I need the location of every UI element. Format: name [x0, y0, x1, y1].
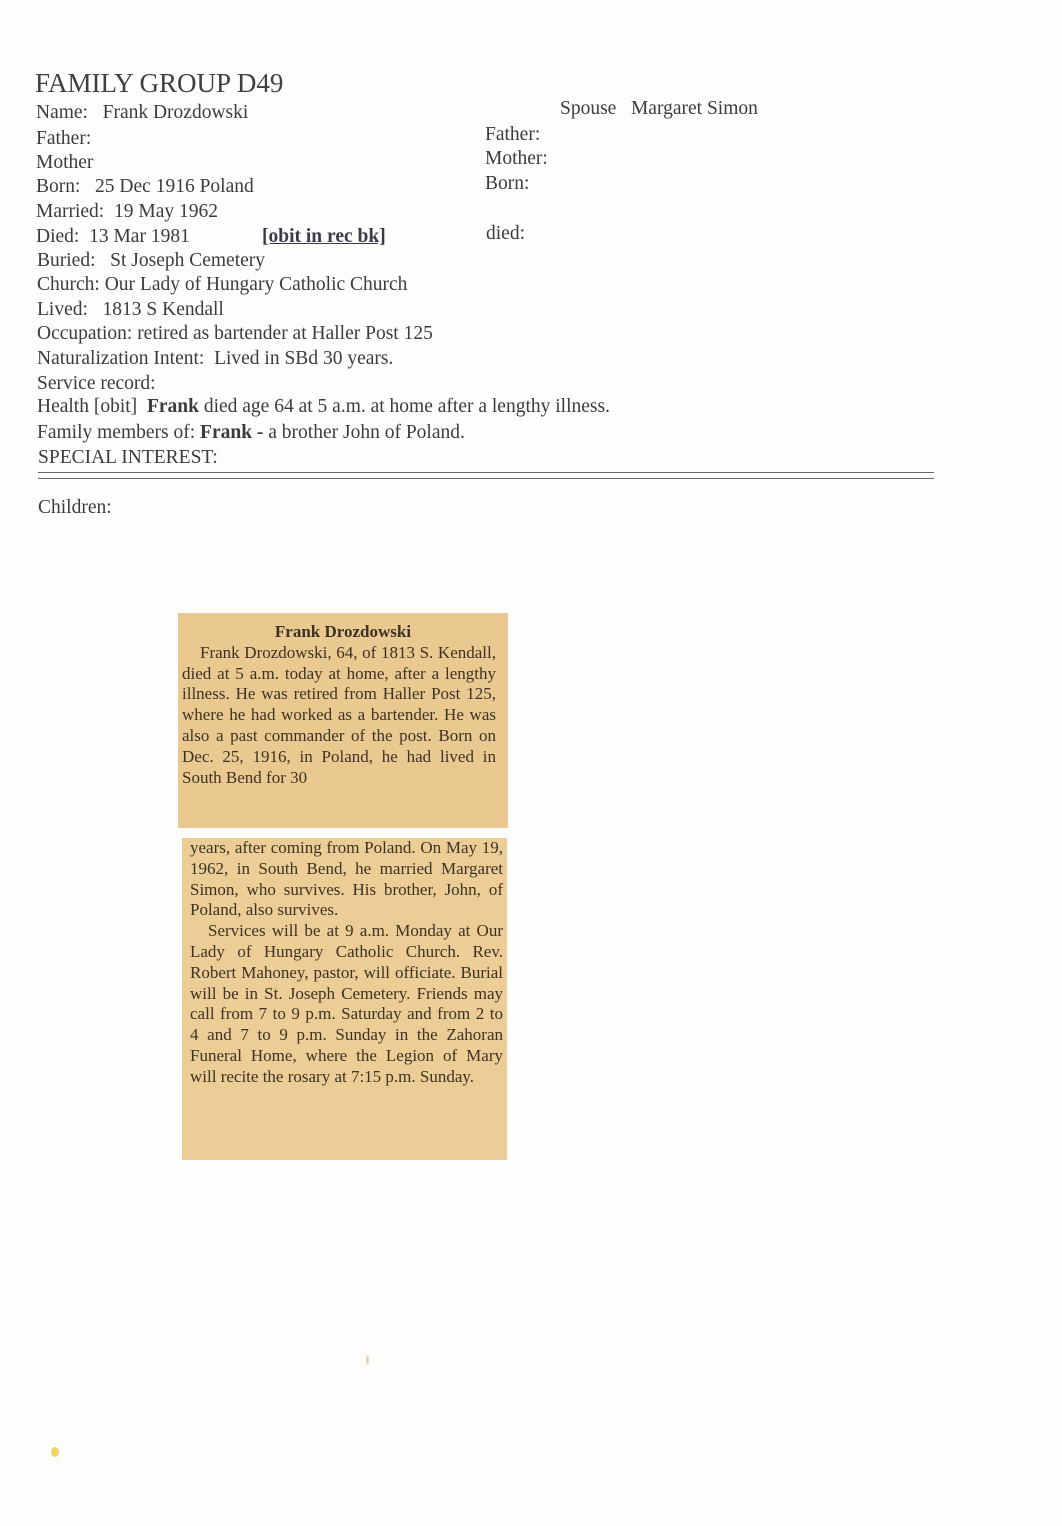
buried-value: St Joseph Cemetery	[110, 250, 266, 271]
spouse-label: Spouse	[560, 98, 617, 119]
obit-reference: [obit in rec bk]	[262, 226, 386, 247]
born-row	[36, 176, 254, 198]
buried-label: Buried:	[37, 250, 96, 271]
family-row	[37, 422, 465, 444]
lived-row	[37, 299, 224, 321]
lived-label: Lived:	[37, 299, 88, 320]
special-interest-label: SPECIAL INTEREST:	[38, 447, 218, 468]
married-label: Married:	[36, 201, 105, 222]
spouse-name: Margaret Simon	[630, 98, 758, 119]
health-row	[37, 396, 610, 418]
died-row	[36, 226, 190, 248]
spouse-born-label: Born:	[485, 173, 530, 194]
obituary-heading: Frank Drozdowski	[274, 622, 412, 641]
spouse-mother-label: Mother:	[485, 148, 548, 169]
family-name: Frank -	[200, 422, 264, 443]
service-label: Service record:	[37, 373, 156, 394]
obituary-clipping-bottom	[182, 838, 507, 1160]
occupation-value: retired as bartender at Haller Post 125	[137, 323, 433, 344]
naturalization-label: Naturalization Intent:	[37, 348, 205, 369]
name-row	[36, 102, 248, 124]
lived-value: 1813 S Kendall	[102, 299, 224, 320]
father-label: Father:	[36, 128, 92, 149]
born-value: 25 Dec 1916 Poland	[95, 176, 254, 197]
naturalization-row	[37, 348, 393, 370]
church-label: Church:	[37, 274, 100, 295]
naturalization-value: Lived in SBd 30 years.	[214, 348, 394, 369]
church-value: Our Lady of Hungary Catholic Church	[104, 274, 408, 295]
church-row	[37, 274, 407, 296]
died-value: 13 Mar 1981	[89, 226, 190, 247]
page-title: FAMILY GROUP D49	[35, 68, 284, 98]
occupation-label: Occupation:	[37, 323, 133, 344]
scan-speck	[51, 1447, 59, 1457]
spouse-father-label: Father:	[485, 124, 541, 145]
married-value: 19 May 1962	[113, 201, 218, 222]
occupation-row	[37, 323, 433, 345]
obituary-paragraph-3: Services will be at 9 a.m. Monday at Our Lady of Hungary Catholic Church. Rev. Robert Mahoney, pastor, will officiate. Burial will be in St. Joseph Cemetery. Friends may call from 7 to 9 p.m. Saturday and from 2 to 4 and 7 to 9 p.m. Sunday in the Zahoran Funeral Home, where the Legion of Mary will recite the rosary at 7:15 p.m. Sunday.	[190, 921, 503, 1086]
obituary-clipping-top	[178, 613, 508, 828]
double-rule-separator	[38, 472, 934, 479]
born-label: Born:	[36, 176, 81, 197]
obituary-paragraph-2: years, after coming from Poland. On May 19, 1962, in South Bend, he married Margaret Simon, who survives. His brother, John, of Poland, also survives.	[190, 838, 503, 920]
health-label: Health [obit]	[37, 396, 138, 417]
spouse-died-label: died:	[486, 223, 525, 244]
health-name: Frank	[146, 396, 199, 417]
obituary-paragraph-1: Frank Drozdowski, 64, of 1813 S. Kendall, died at 5 a.m. today at home, after a lengthy illness. He was retired from Haller Post 125, where he had worked as a bartender. He was also a past commander of the post. Born on Dec. 25, 1916, in Poland, he had lived in South Bend for 30	[182, 642, 496, 787]
married-row	[36, 201, 218, 223]
buried-row	[37, 250, 265, 272]
family-label: Family members of:	[37, 422, 196, 443]
children-label: Children:	[38, 497, 112, 518]
died-label: Died:	[36, 226, 80, 247]
spouse-row	[560, 98, 758, 120]
scan-speck	[366, 1355, 369, 1365]
name-label: Name:	[36, 102, 88, 123]
family-text: a brother John of Poland.	[268, 422, 465, 443]
health-text: died age 64 at 5 a.m. at home after a lengthy illness.	[203, 396, 610, 417]
mother-label: Mother	[36, 152, 94, 173]
name-value: Frank Drozdowski	[102, 102, 249, 123]
